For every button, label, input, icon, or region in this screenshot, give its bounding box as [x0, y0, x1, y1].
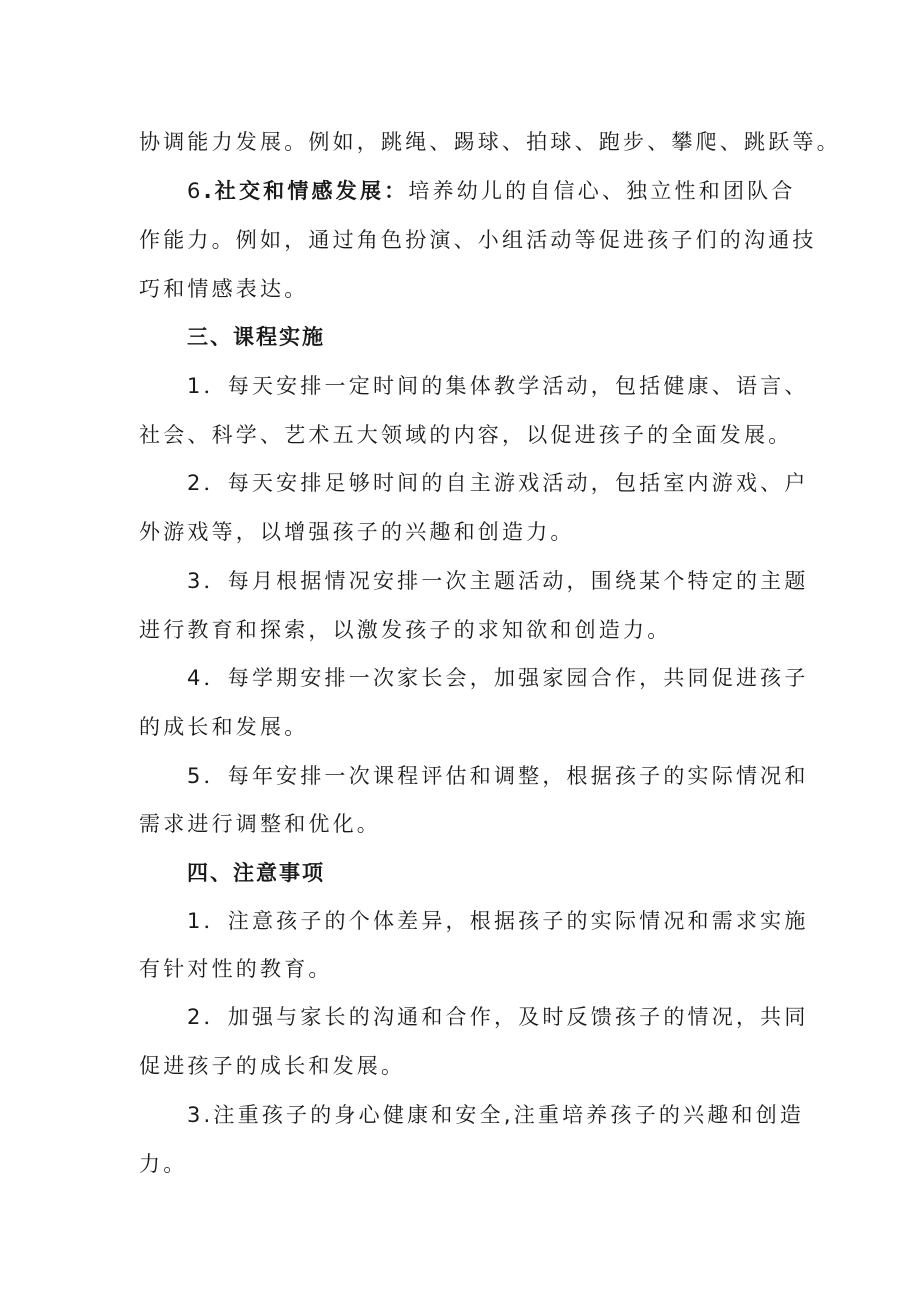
- section-3-heading: 三、课程实施: [187, 325, 325, 349]
- paragraph-line: 协调能力发展。例如，跳绳、踢球、拍球、跑步、攀爬、跳跃等。: [139, 130, 841, 154]
- list-item-line: 5．每年安排一次课程评估和调整，根据孩子的实际情况和: [187, 764, 809, 788]
- list-item-line: 力。: [139, 1152, 188, 1176]
- list-item-line: 3．每月根据情况安排一次主题活动，围绕某个特定的主题: [187, 569, 809, 593]
- item-6-text: 培养幼儿的自信心、独立性和团队合: [408, 179, 796, 203]
- list-item-line: 4．每学期安排一次家长会，加强家园合作，共同促进孩子: [187, 666, 809, 690]
- list-item-line: 促进孩子的成长和发展。: [139, 1054, 406, 1078]
- list-item-line: 1．注意孩子的个体差异，根据孩子的实际情况和需求实施: [187, 909, 809, 933]
- list-item-line: 2．加强与家长的沟通和合作，及时反馈孩子的情况，共同: [187, 1005, 809, 1029]
- list-item-line: 有针对性的教育。: [139, 957, 333, 981]
- paragraph-line: 巧和情感表达。: [139, 277, 309, 301]
- list-item-line: 进行教育和探索，以激发孩子的求知欲和创造力。: [139, 618, 672, 642]
- list-item-line: 3.注重孩子的身心健康和安全,注重培养孩子的兴趣和创造: [187, 1103, 805, 1127]
- list-item-line: 需求进行调整和优化。: [139, 812, 381, 836]
- section-4-heading: 四、注意事项: [187, 861, 325, 885]
- item-6-title: .社交和情感发展：: [203, 179, 409, 203]
- list-item-line: 外游戏等，以增强孩子的兴趣和创造力。: [139, 520, 575, 544]
- list-item-line: 社会、科学、艺术五大领域的内容，以促进孩子的全面发展。: [139, 423, 793, 447]
- list-item-line: 2．每天安排足够时间的自主游戏活动，包括室内游戏、户: [187, 471, 809, 495]
- item-6-line: [187, 178, 796, 204]
- item-6-number: 6: [187, 179, 204, 203]
- list-item-line: 的成长和发展。: [139, 715, 309, 739]
- paragraph-line: 作能力。例如，通过角色扮演、小组活动等促进孩子们的沟通技: [139, 228, 817, 252]
- list-item-line: 1．每天安排一定时间的集体教学活动，包括健康、语言、: [187, 374, 809, 398]
